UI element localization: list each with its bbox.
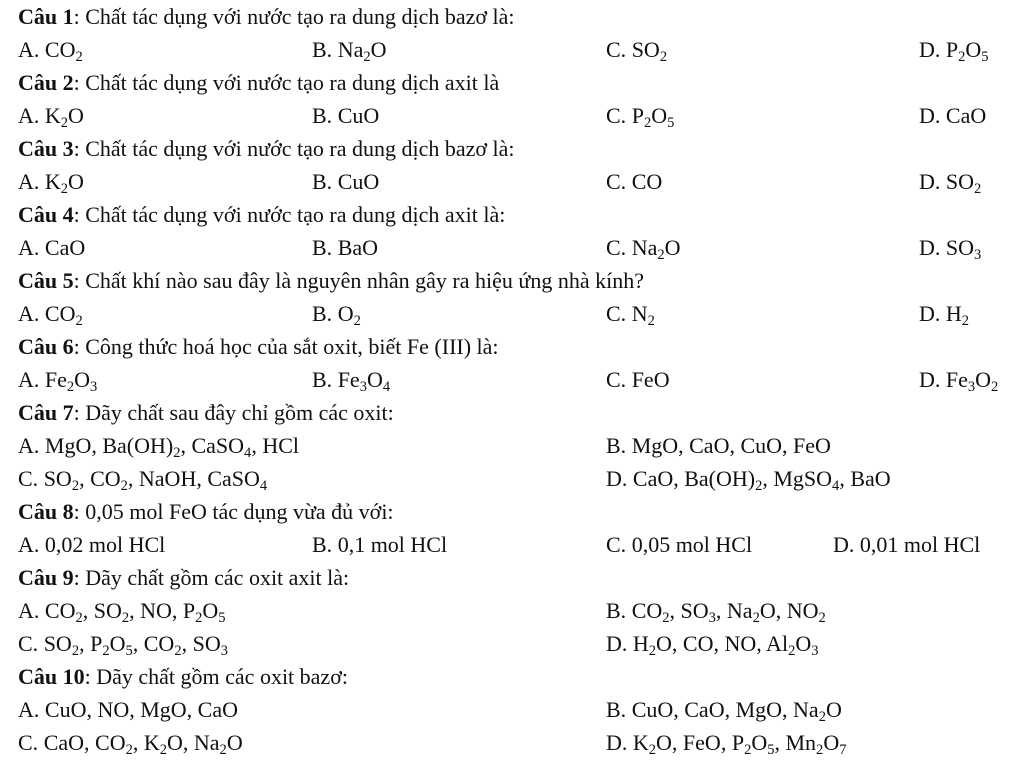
option-letter: B. <box>312 37 338 62</box>
options-row <box>0 37 1024 70</box>
option-formula: $CO_2$, $SO_3$, $Na_2O$, $NO_2$ <box>631 598 826 627</box>
option-letter: D. <box>919 37 946 62</box>
option-letter: A. <box>18 433 45 458</box>
question-7 <box>18 400 1024 433</box>
option-letter: B. <box>312 301 338 326</box>
option-formula: $N_2$ <box>631 301 655 330</box>
option-b <box>312 103 379 129</box>
option-formula: $K_2O$, FeO, $P_2O_5$, $Mn_2O_7$ <box>632 730 847 759</box>
question-10 <box>18 664 1024 697</box>
option-a <box>18 301 83 330</box>
option-letter: C. <box>606 367 632 392</box>
option-letter: B. <box>312 532 338 557</box>
option-formula: CuO <box>337 103 380 128</box>
option-letter: A. <box>18 235 45 260</box>
option-b <box>312 532 447 558</box>
option-letter: A. <box>18 598 45 623</box>
option-letter: C. <box>18 466 44 491</box>
option-formula: CaO <box>945 103 987 128</box>
question-number: Câu 2 <box>18 70 74 95</box>
option-formula: $K_2O$ <box>44 169 84 198</box>
option-a <box>18 103 84 132</box>
options-row <box>0 103 1024 136</box>
option-b <box>312 301 361 330</box>
option-letter: A. <box>18 103 45 128</box>
option-letter: B. <box>606 598 632 623</box>
option-formula: $CO_2$ <box>44 37 83 66</box>
option-a <box>18 235 85 261</box>
question-8 <box>18 499 1024 532</box>
option-letter: B. <box>606 697 632 722</box>
question-number: Câu 9 <box>18 565 74 590</box>
option-letter: D. <box>919 235 946 260</box>
option-letter: B. <box>312 235 338 260</box>
option-formula: CaO, $Ba(OH)_2$, MgSO$_4$, BaO <box>632 466 891 495</box>
options-row <box>0 532 1024 565</box>
question-text: : Chất tác dụng với nước tạo ra dung dịch bazơ là: <box>73 136 515 161</box>
options-row <box>0 697 1024 730</box>
option-d <box>919 367 999 396</box>
option-letter: D. <box>606 466 633 491</box>
question-number: Câu 5 <box>18 268 74 293</box>
options-row <box>0 235 1024 268</box>
option-formula: 0,02 mol HCl <box>44 532 166 557</box>
option-formula: 0,01 mol HCl <box>859 532 981 557</box>
option-b <box>312 235 378 261</box>
option-c <box>606 37 668 66</box>
option-formula: CO <box>631 169 663 194</box>
option-formula: $SO_2$ <box>631 37 668 66</box>
option-c <box>606 103 675 132</box>
option-formula: $O_2$ <box>337 301 361 330</box>
option-formula: CuO, NO, MgO, CaO <box>44 697 239 722</box>
option-letter: A. <box>18 697 45 722</box>
option-c <box>606 301 655 330</box>
question-text: : Chất tác dụng với nước tạo ra dung dịch bazơ là: <box>73 4 515 29</box>
option-a <box>18 367 98 396</box>
option-d <box>606 631 819 660</box>
option-letter: B. <box>606 433 632 458</box>
option-c <box>606 532 752 558</box>
option-c <box>18 631 228 660</box>
question-6 <box>18 334 1024 367</box>
option-c <box>606 169 662 195</box>
option-c <box>18 466 268 495</box>
option-d <box>606 730 847 759</box>
question-text: : Chất tác dụng với nước tạo ra dung dịch axit là <box>73 70 500 95</box>
question-5 <box>18 268 1024 301</box>
option-b <box>606 433 831 459</box>
option-d <box>919 169 982 198</box>
option-letter: A. <box>18 367 45 392</box>
question-text: : Chất khí nào sau đây là nguyên nhân gây ra hiệu ứng nhà kính? <box>73 268 644 293</box>
option-a <box>18 532 165 558</box>
question-4 <box>18 202 1024 235</box>
option-letter: A. <box>18 532 45 557</box>
option-b <box>312 169 379 195</box>
option-letter: A. <box>18 301 45 326</box>
question-text: : Công thức hoá học của sắt oxit, biết Fe (III) là: <box>73 334 499 359</box>
option-letter: D. <box>919 367 946 392</box>
option-formula: $P_2O_5$ <box>945 37 989 66</box>
option-formula: $Na_2O$ <box>337 37 387 66</box>
option-letter: C. <box>18 730 44 755</box>
question-number: Câu 6 <box>18 334 74 359</box>
option-letter: D. <box>833 532 860 557</box>
option-letter: D. <box>919 103 946 128</box>
question-1 <box>18 4 1024 37</box>
question-number: Câu 8 <box>18 499 74 524</box>
option-letter: B. <box>312 103 338 128</box>
option-b <box>312 367 391 396</box>
option-formula: BaO <box>337 235 379 260</box>
option-formula: 0,1 mol HCl <box>337 532 448 557</box>
option-formula: CaO, $CO_2$, $K_2O$, $Na_2O$ <box>43 730 243 759</box>
option-letter: C. <box>606 235 632 260</box>
option-formula: CuO <box>337 169 380 194</box>
options-row <box>0 301 1024 334</box>
option-formula: $H_2O$, CO, NO, $Al_2O_3$ <box>632 631 819 660</box>
option-a <box>18 598 226 627</box>
question-text: : Dãy chất gồm các oxit bazơ: <box>84 664 348 689</box>
options-row <box>0 169 1024 202</box>
option-letter: D. <box>606 730 633 755</box>
option-formula: $K_2O$ <box>44 103 84 132</box>
option-b <box>606 697 842 726</box>
option-c <box>606 235 681 264</box>
question-number: Câu 10 <box>18 664 85 689</box>
option-b <box>312 37 387 66</box>
option-c <box>606 367 670 393</box>
question-number: Câu 7 <box>18 400 74 425</box>
option-formula: $SO_2$, $CO_2$, NaOH, CaSO$_4$ <box>43 466 268 495</box>
option-formula: $Fe_2O_3$ <box>44 367 98 396</box>
option-formula: $Fe_3O_2$ <box>945 367 999 396</box>
option-formula: $P_2O_5$ <box>631 103 675 132</box>
option-formula: $SO_2$, $P_2O_5$, $CO_2$, $SO_3$ <box>43 631 228 660</box>
options-row <box>0 466 1024 499</box>
options-row <box>0 598 1024 631</box>
option-letter: C. <box>18 631 44 656</box>
option-d <box>919 103 986 129</box>
option-letter: C. <box>606 532 632 557</box>
option-letter: B. <box>312 367 338 392</box>
question-text: : Dãy chất sau đây chỉ gồm các oxit: <box>73 400 394 425</box>
question-text: : Dãy chất gồm các oxit axit là: <box>73 565 350 590</box>
option-formula: $CO_2$, $SO_2$, NO, $P_2O_5$ <box>44 598 226 627</box>
option-d <box>919 301 970 330</box>
option-letter: D. <box>919 169 946 194</box>
option-b <box>606 598 826 627</box>
options-row <box>0 730 1024 763</box>
question-text: : 0,05 mol FeO tác dụng vừa đủ với: <box>73 499 394 524</box>
option-letter: C. <box>606 103 632 128</box>
option-letter: D. <box>606 631 633 656</box>
option-a <box>18 433 299 462</box>
option-d <box>919 235 982 264</box>
question-3 <box>18 136 1024 169</box>
options-row <box>0 433 1024 466</box>
option-formula: $Na_2O$ <box>631 235 681 264</box>
option-letter: D. <box>919 301 946 326</box>
question-number: Câu 1 <box>18 4 74 29</box>
option-d <box>606 466 891 495</box>
option-letter: C. <box>606 169 632 194</box>
option-letter: C. <box>606 301 632 326</box>
option-letter: C. <box>606 37 632 62</box>
option-formula: CaO <box>44 235 86 260</box>
question-number: Câu 3 <box>18 136 74 161</box>
question-2 <box>18 70 1024 103</box>
option-formula: $H_2$ <box>945 301 970 330</box>
option-c <box>18 730 243 759</box>
option-formula: MgO, CaO, CuO, FeO <box>631 433 831 458</box>
option-a <box>18 697 238 723</box>
option-letter: A. <box>18 169 45 194</box>
question-number: Câu 4 <box>18 202 74 227</box>
option-formula: FeO <box>631 367 670 392</box>
option-a <box>18 37 83 66</box>
options-row <box>0 367 1024 400</box>
option-formula: $CO_2$ <box>44 301 83 330</box>
option-formula: 0,05 mol HCl <box>631 532 753 557</box>
option-d <box>833 532 980 558</box>
option-formula: $Fe_3O_4$ <box>337 367 391 396</box>
question-9 <box>18 565 1024 598</box>
option-formula: CuO, CaO, MgO, $Na_2O$ <box>631 697 842 726</box>
option-letter: B. <box>312 169 338 194</box>
option-formula: MgO, $Ba(OH)_2$, CaSO$_4$, HCl <box>44 433 299 462</box>
option-d <box>919 37 989 66</box>
option-formula: $SO_2$ <box>945 169 982 198</box>
option-formula: $SO_3$ <box>945 235 982 264</box>
option-a <box>18 169 84 198</box>
options-row <box>0 631 1024 664</box>
option-letter: A. <box>18 37 45 62</box>
question-text: : Chất tác dụng với nước tạo ra dung dịch axit là: <box>73 202 506 227</box>
